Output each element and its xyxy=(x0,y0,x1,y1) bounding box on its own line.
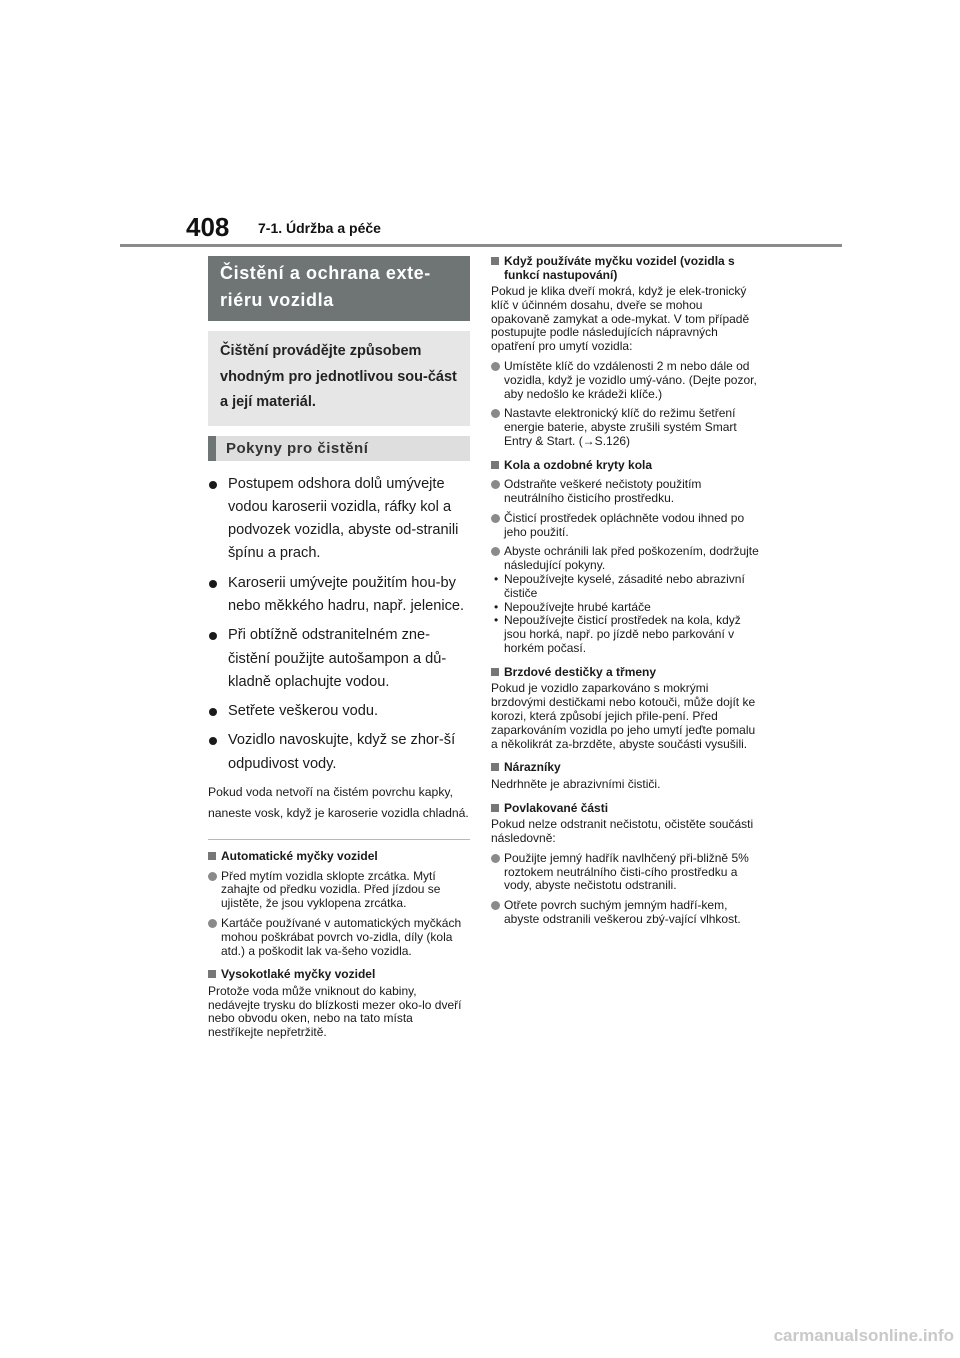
square-bullet-icon xyxy=(491,257,499,265)
circle-bullet-icon xyxy=(491,514,500,523)
bullet-dot-icon xyxy=(209,737,217,745)
right-column xyxy=(491,255,759,927)
page-number: 408 xyxy=(186,212,230,242)
circle-bullet-icon xyxy=(208,872,217,881)
bullet-dot-icon xyxy=(209,632,217,640)
bumpers-text: Nedrhněte je abrazivními čističi. xyxy=(491,776,661,791)
brakes-text: Pokud je vozidlo zaparkováno s mokrými brzdovými destičkami nebo kotouči, může dojít ke korozi, která způsobí jejich přile-pení. Před zaparkováním vozidla po jeho umytí jeďte pomalu a několikrát za-brzděte, abyste součásti vysušili. xyxy=(491,681,756,751)
plated-item: Použijte jemný hadřík navlhčený při-bližně 5% roztokem neutrálního čisti-cího prostředku a vody, abyste nečistotu odstranili. xyxy=(491,852,759,893)
wax-note: Pokud voda netvoří na čistém povrchu kapky, naneste vosk, když je karoserie vozidla chladná. xyxy=(208,785,469,820)
smart-wash-item: Umístěte klíč do vzdálenosti 2 m nebo dále od vozidla, když je vozidlo umý-váno. (Dejte pozor, aby nedošlo ke krádeži klíče.) xyxy=(491,360,759,401)
plated-item: Otřete povrch suchým jemným hadří-kem, abyste odstranili veškerou zbý-vající vlhkost. xyxy=(491,899,759,927)
circle-bullet-icon xyxy=(491,362,500,371)
subsection-header: Pokyny pro čistění xyxy=(208,436,470,461)
left-column xyxy=(208,256,470,1040)
circle-bullet-icon xyxy=(491,854,500,863)
wheels-item: Abyste ochránili lak před poškozením, dodržujte následující pokyny. xyxy=(491,545,759,573)
auto-wash-heading: Automatické myčky vozidel xyxy=(208,850,470,864)
wheels-subitem: • Nepoužívejte hrubé kartáče xyxy=(494,599,651,614)
smart-wash-heading: Když používáte myčku vozidel (vozidla s funkcí nastupování) xyxy=(491,255,759,282)
circle-bullet-icon xyxy=(491,901,500,910)
wheels-item: Čisticí prostředek opláchněte vodou ihned po jeho použití. xyxy=(491,512,759,540)
smart-wash-text: Pokud je klika dveří mokrá, když je elek-tronický klíč v účinném dosahu, dveře se mohou opakovaně zamykat a ode-mykat. V tom případě postupujte podle následujících nápravných opatření pro umytí vozidla: xyxy=(491,284,750,354)
square-bullet-icon xyxy=(491,804,499,812)
brakes-heading: Brzdové destičky a třmeny xyxy=(491,666,759,680)
bullet-item: Setřete veškerou vodu. xyxy=(208,700,470,723)
wheels-subitem: • Nepoužívejte kyselé, zásadité nebo abrazivní čističe xyxy=(494,572,745,600)
pressure-wash-text: Protože voda může vniknout do kabiny, nedávejte trysku do blízkosti mezer oko-lo dveří nebo obvodu oken, nebo na tato místa nestříkejte nepřetržitě. xyxy=(208,983,462,1040)
bullet-dot-icon xyxy=(209,481,217,489)
circle-bullet-icon xyxy=(491,547,500,556)
wheels-subitem: • Nepoužívejte čisticí prostředek na kola, když jsou horká, např. po jízdě nebo parkování v horkém počasí. xyxy=(494,613,741,656)
chapter-title: Čistění a ochrana exte-riéru vozidla xyxy=(208,256,470,321)
bullet-item: Postupem odshora dolů umývejte vodou karoserii vozidla, ráfky kol a podvozek vozidla, abyste od-stranili špínu a prach. xyxy=(208,473,470,566)
bullet-item: Při obtížně odstranitelném zne-čistění použijte autošampon a dů-kladně oplachujte vodou. xyxy=(208,624,470,694)
bullet-item: Karoserii umývejte použitím hou-by nebo měkkého hadru, např. jelenice. xyxy=(208,572,470,619)
square-bullet-icon xyxy=(491,668,499,676)
smart-wash-item: Nastavte elektronický klíč do režimu šetření energie baterie, abyste zrušili systém Smart Entry & Start. (→S.126) xyxy=(491,407,759,448)
plated-heading: Povlakované části xyxy=(491,802,759,816)
circle-bullet-icon xyxy=(208,919,217,928)
square-bullet-icon xyxy=(491,461,499,469)
auto-wash-item: Před mytím vozidla sklopte zrcátka. Mytí zahajte od předku vozidla. Před jízdou se ujistěte, že jsou vyklopena zrcátka. xyxy=(208,870,470,911)
bullet-dot-icon xyxy=(209,580,217,588)
square-bullet-icon xyxy=(208,970,216,978)
footer-watermark: carmanualsonline.info xyxy=(773,1326,954,1345)
header-divider xyxy=(120,244,842,247)
bullet-dot-icon xyxy=(209,708,217,716)
section-title: 7-1. Údržba a péče xyxy=(258,220,381,236)
circle-bullet-icon xyxy=(491,409,500,418)
bumpers-heading: Nárazníky xyxy=(491,761,759,775)
plated-text: Pokud nelze odstranit nečistotu, očistěte součásti následovně: xyxy=(491,817,754,845)
circle-bullet-icon xyxy=(491,480,500,489)
wheels-item: Odstraňte veškeré nečistoty použitím neutrálního čisticího prostředku. xyxy=(491,478,759,506)
intro-text: Čištění provádějte způsobem vhodným pro jednotlivou sou-část a její materiál. xyxy=(208,331,470,426)
wheels-heading: Kola a ozdobné kryty kola xyxy=(491,459,759,473)
section-divider xyxy=(208,839,470,840)
square-bullet-icon xyxy=(208,852,216,860)
square-bullet-icon xyxy=(491,763,499,771)
pressure-wash-heading: Vysokotlaké myčky vozidel xyxy=(208,968,470,982)
bullet-item: Vozidlo navoskujte, když se zhor-ší odpudivost vody. xyxy=(208,729,470,776)
cleaning-bullets xyxy=(208,473,470,777)
auto-wash-item: Kartáče používané v automatických myčkách mohou poškrábat povrch vo-zidla, díly (kola atd.) a poškodit lak va-šeho vozidla. xyxy=(208,917,470,958)
